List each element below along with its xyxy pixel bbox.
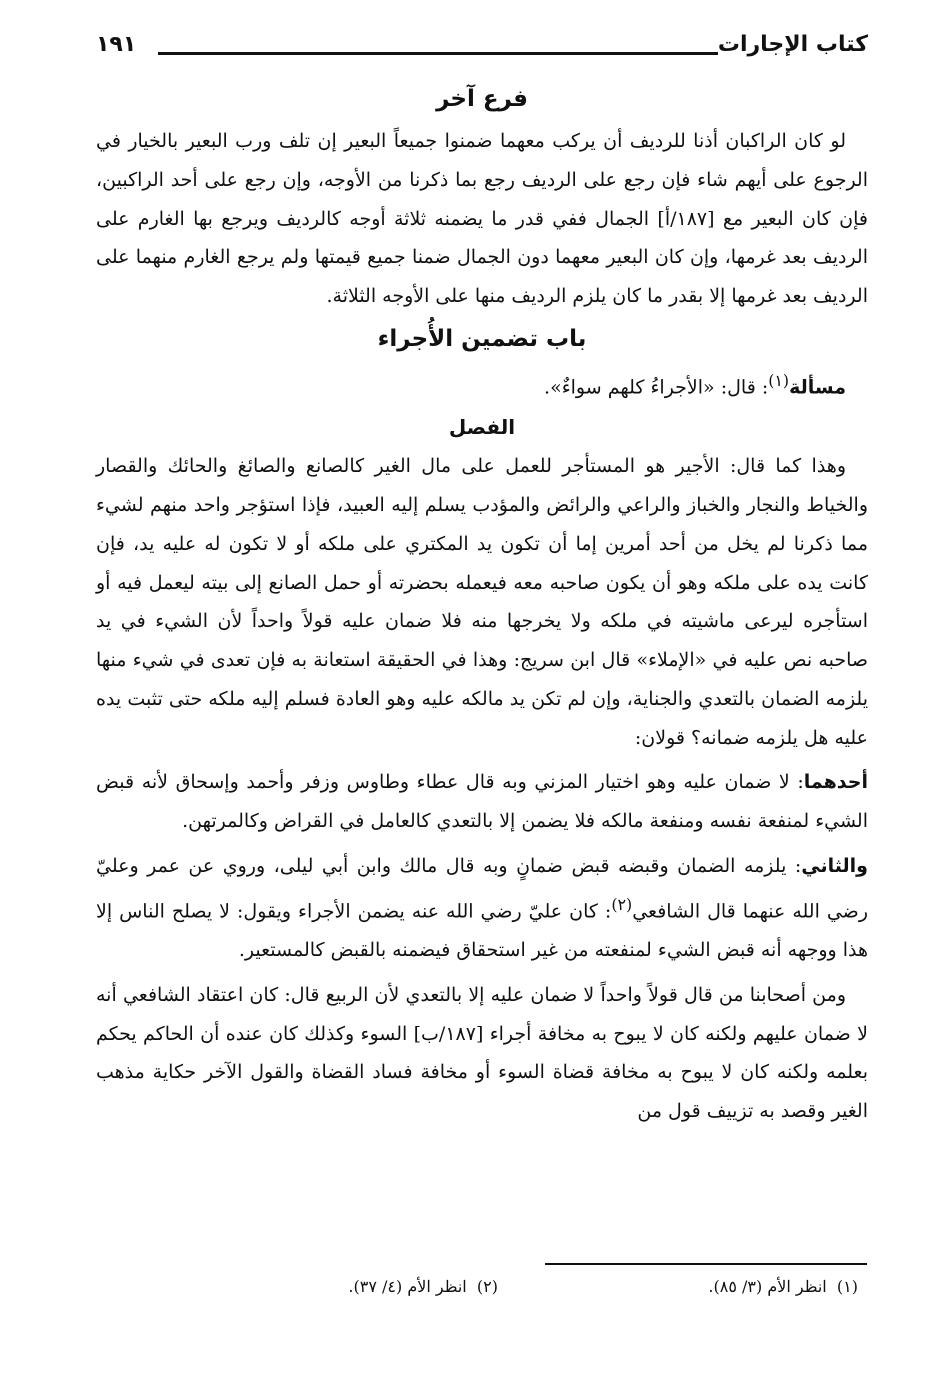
footnote-ref-1: (١): [768, 370, 790, 390]
second-opinion-label: والثاني: [801, 855, 868, 878]
chapter-heading: باب تضمين الأُجراء: [377, 325, 587, 352]
footnote-2: [348, 1277, 498, 1296]
footnote-1: [708, 1277, 858, 1296]
masala-line: [96, 362, 868, 407]
footnote-1-text: انظر الأم (٣/ ٨٥).: [708, 1277, 827, 1296]
second-opinion-text-a: : يلزمه الضمان وقبضه قبض ضمانٍ وبه قال مالك وابن أبي ليلى، وروي عن عمر وعليّ رضي الله عنهما قال الشافعي: [96, 855, 868, 923]
paragraph-last: ومن أصحابنا من قال قولاً واحداً لا ضمان عليه إلا بالتعدي لأن الربيع قال: كان اعتقاد الشافعي أنه لا ضمان عليهم ولكنه كان لا يبوح به مخافة أجراء [١٨٧/ب] السوء وكذلك كان عنده أن الحاكم يحكم بعلمه ولكنه كان لا يبوح به مخافة قضاة السوء أو مخافة فساد القضاة والقول الآخر حكاية مذهب الغير وقصد به تزييف قول من: [96, 983, 868, 1123]
section-heading-fasl: الفصل: [448, 415, 516, 440]
footnote-1-number: (١): [836, 1277, 858, 1296]
first-opinion-text: : لا ضمان عليه وهو اختيار المزني وبه قال عطاء وطاوس وزفر وأحمد وإسحاق لأنه قبض الشيء لمنفعة نفسه ومنفعة مالكه فلا يضمن إلا بالتعدي كالعامل في القراض وكالمرتهن.: [96, 771, 868, 833]
page-body: [96, 76, 868, 1131]
footnote-2-text: انظر الأم (٤/ ٣٧).: [348, 1277, 467, 1296]
masala-label: مسألة: [789, 376, 846, 399]
header-rule: [158, 52, 718, 55]
paragraph-second-opinion: [96, 847, 868, 970]
footnote-ref-2: (٢): [611, 894, 633, 914]
first-opinion-label: أحدهما: [803, 771, 868, 794]
running-title: كتاب الإجارات: [717, 32, 868, 57]
footnote-2-number: (٢): [476, 1277, 498, 1296]
paragraph-far-akhar: لو كان الراكبان أذنا للرديف أن يركب معهما ضمنوا جميعاً البعير إن تلف ورب البعير بالخيار في الرجوع على أيهم شاء فإن رجع على الرديف رجع بما ذكرنا من الأوجه، وإن رجع على أحد الراكبين، فإن كان البعير مع [١٨٧/أ] الجمال ففي قدر ما يضمنه ثلاثة أوجه كالرديف ويرجع بها الغارم على الرديف بعد غرمها، وإن كان البعير معهما دون الجمال ضمنا جميع قيمتها ولم يرجع الغارم منهما على الرديف بعد غرمها إلا بقدر ما كان يلزم الرديف منها على الأوجه الثلاثة.: [96, 130, 868, 308]
masala-text: : قال: «الأجراءُ كلهم سواءٌ».: [544, 376, 769, 399]
page-number: ١٩١: [96, 32, 137, 57]
section-heading-far-akhar: فرع آخر: [436, 86, 528, 112]
page-header: [96, 30, 868, 64]
footnote-separator: [545, 1263, 867, 1265]
second-opinion-text-b: : كان عليّ رضي الله عنه يضمن الأجراء ويقول: لا يصلح الناس إلا هذا ووجهه أنه قبض الشيء لمنفعته من غير استحقاق فيضمنه بالقبض كالمستعير.: [96, 900, 868, 961]
paragraph-first-opinion: [96, 763, 868, 841]
paragraph-fasl: وهذا كما قال: الأجير هو المستأجر للعمل على مال الغير كالصانع والصائغ والحائك والقصار والخياط والنجار والخباز والراعي والرائض والمؤدب يسلم إليه العبيد، فإذا استؤجر واحد منهم لشيء مما ذكرنا لم يخل من أحد أمرين إما أن تكون يد المكتري على ملكه أو لا تكون له عليه يد، فإن كانت يده على ملكه وهو أن يكون صاحبه معه فيعمله بحضرته أو حمل الصانع إلى بيته ليعمل فيه أو استأجره ليرعى ماشيته في ملكه ولا يخرجها منه فلا ضمان عليه قولاً واحداً لأن الشيء في يد صاحبه نص عليه في «الإملاء» قال ابن سريج: وهذا في الحقيقة استعانة به فإن تعدى في شيء منها يلزمه الضمان بالتعدي والجناية، وإن لم تكن يد مالكه عليه وهو العادة فسلم إليه ملكه حتى تثبت يده عليه هل يلزمه ضمانه؟ قولان:: [96, 455, 868, 749]
footnotes: [96, 1277, 868, 1307]
